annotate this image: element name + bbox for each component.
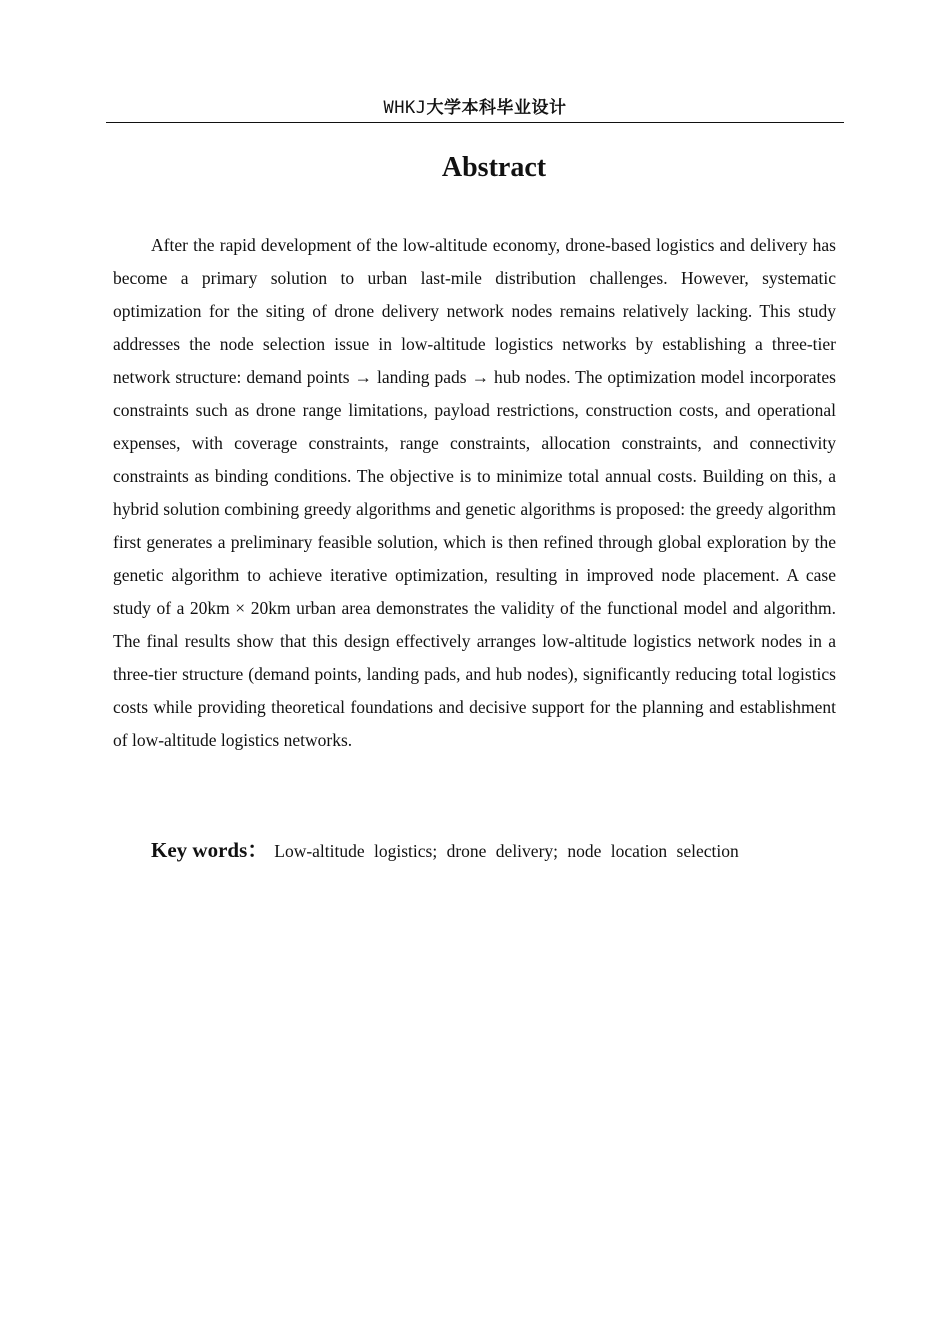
keywords-text: Low-altitude logistics; drone delivery; node location selection [274, 841, 739, 861]
keywords-label: Key words： [151, 838, 269, 862]
page-title: Abstract [441, 152, 547, 183]
keywords-line [151, 834, 851, 867]
running-header [106, 96, 844, 123]
header-cjk: 大学本科毕业设计 [426, 98, 567, 118]
abstract-paragraph: After the rapid development of the low-altitude economy, drone-based logistics and delivery has become a primary solution to urban last-mile distribution challenges. However, systematic optimization for the siting of drone delivery network nodes remains relatively lacking. This study addresses the node selection issue in low-altitude logistics networks by establishing a three-tier network structure: demand points → landing pads → hub nodes. The optimization model incorporates constraints such as drone range limitations, payload restrictions, construction costs, and operational expenses, with coverage constraints, range constraints, allocation constraints, and connectivity constraints as binding conditions. The objective is to minimize total annual costs. Building on this, a hybrid solution combining greedy algorithms and genetic algorithms is proposed: the greedy algorithm first generates a preliminary feasible solution, which is then refined through global exploration by the genetic algorithm to achieve iterative optimization, resulting in improved node placement. A case study of a 20km × 20km urban area demonstrates the validity of the functional model and algorithm. The final results show that this design effectively arranges low-altitude logistics network nodes in a three-tier structure (demand points, landing pads, and hub nodes), significantly reducing total logistics costs while providing theoretical foundations and decisive support for the planning and establishment of low-altitude logistics networks. [113, 235, 836, 750]
header-latin: WHKJ [383, 98, 427, 118]
